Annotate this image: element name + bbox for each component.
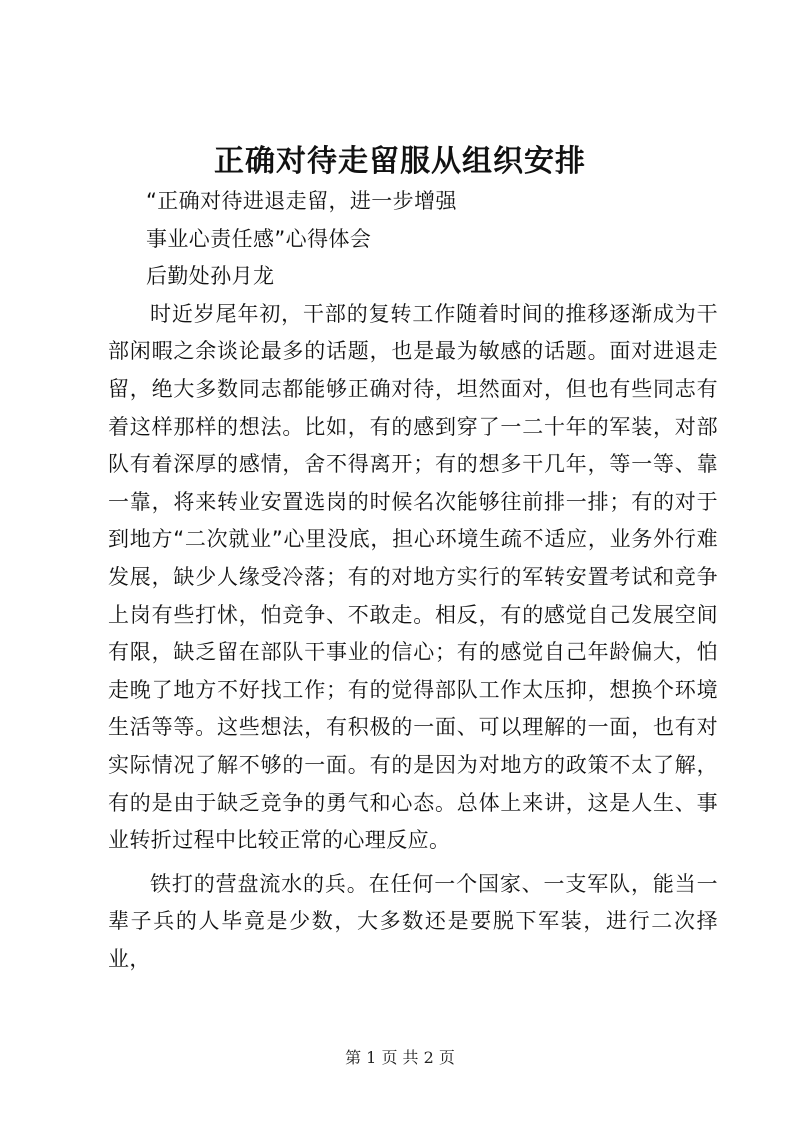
- body-paragraph-1: 时近岁尾年初，干部的复转工作随着时间的推移逐渐成为干部闲暇之余谈论最多的话题，也是最为敏感的话题。面对进退走留，绝大多数同志都能够正确对待，坦然面对，但也有些同志有着这样那样的想法。比如，有的感到穿了一二十年的军装，对部队有着深厚的感情，舍不得离开；有的想多干几年，等一等、靠一靠，将来转业安置选岗的时候名次能够往前排一排；有的对于到地方“二次就业”心里没底，担心环境生疏不适应，业务外行难发展，缺少人缘受冷落；有的对地方实行的军转安置考试和竞争上岗有些打怵，怕竞争、不敢走。相反，有的感觉自己发展空间有限，缺乏留在部队干事业的信心；有的感觉自己年龄偏大，怕走晚了地方不好找工作；有的觉得部队工作太压抑，想换个环境生活等等。这些想法，有积极的一面、可以理解的一面，也有对实际情况了解不够的一面。有的是因为对地方的政策不太了解，有的是由于缺乏竞争的勇气和心态。总体上来讲，这是人生、事业转折过程中比较正常的心理反应。: [108, 301, 718, 853]
- page-footer: 第 1 页 共 2 页: [345, 1048, 455, 1067]
- subtitle-line-2: 事业心责任感”心得体会: [146, 226, 372, 251]
- document-body: [108, 183, 718, 978]
- body-paragraph-2: 铁打的营盘流水的兵。在任何一个国家、一支军队，能当一辈子兵的人毕竟是少数，大多数还是要脱下军装，进行二次择业，: [108, 871, 718, 971]
- document-title: 正确对待走留服从组织安排: [214, 144, 586, 179]
- subtitle-line-1: “正确对待进退走留，进一步增强: [146, 189, 457, 213]
- author-line: 后勤处孙月龙: [146, 264, 275, 289]
